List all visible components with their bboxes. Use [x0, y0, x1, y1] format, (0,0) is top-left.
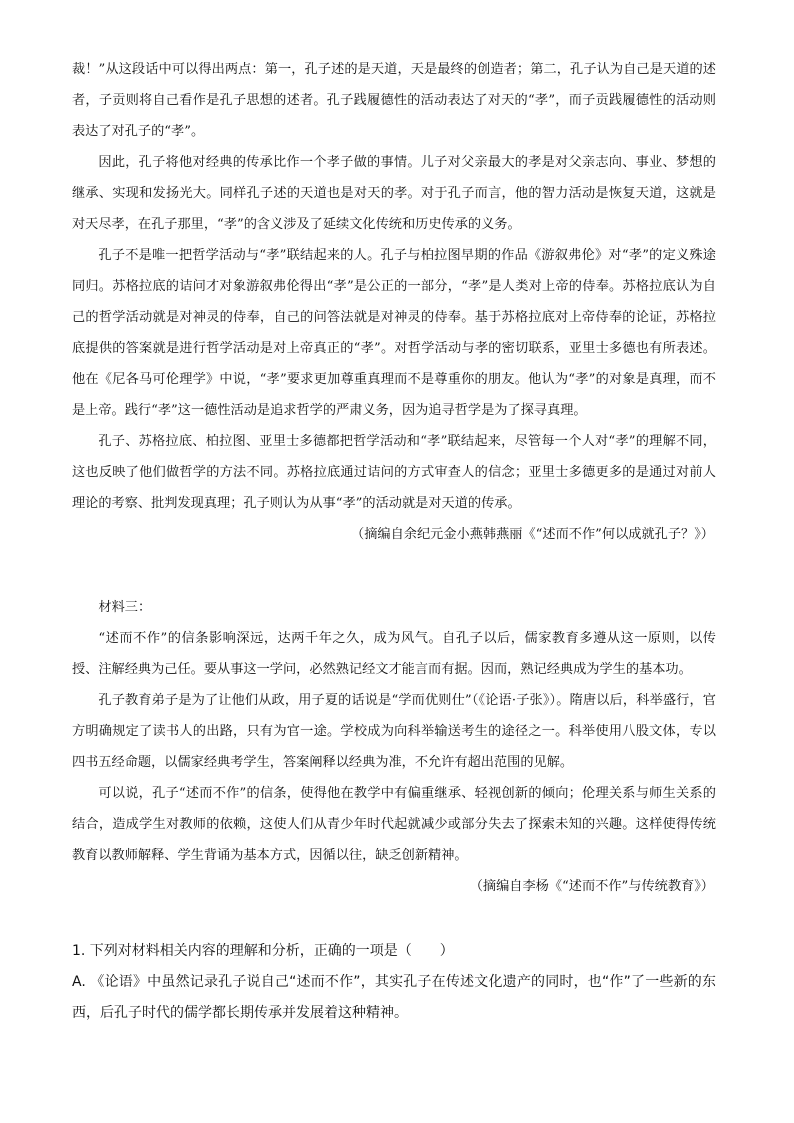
paragraph-socrates-aristotle: 孔子不是唯一把哲学活动与“孝”联结起来的人。孔子与柏拉图早期的作品《游叙弗伦》对“孝”的定义殊途同归。苏格拉底的诘问才对象游叙弗伦得出“孝”是公正的一部分，“孝”是人类对上帝的侍奉。苏格拉底认为自己的哲学活动就是对神灵的侍奉，自己的问答法就是对神灵的侍奉。基于苏格拉底对上帝侍奉的论证，苏格拉底提供的答案就是进行哲学活动是对上帝真正的“孝”。对哲学活动与孝的密切联系，亚里士多德也有所表述。他在《尼各马可伦理学》中说，“孝”要求更加尊重真理而不是尊重你的朋友。他认为“孝”的对象是真理，而不是上帝。践行“孝”这一德性活动是追求哲学的严肃义务，因为追寻哲学是为了探寻真理。	[72, 248, 716, 418]
paragraph-conclusion: 可以说，孔子“述而不作”的信条，使得他在教学中有偏重继承、轻视创新的倾向；伦理关系与师生关系的结合，造成学生对教师的依赖，这使人们从青少年时代起就减少或部分失去了探索未知的兴趣。这样使得传统教育以教师解释、学生背诵为基本方式，因循以往，缺乏创新精神。	[72, 786, 716, 863]
question-1-option-a[interactable]: A. 《论语》中虽然记录孔子说自己“述而不作”，其实孔子在传述文化遗产的同时，也“作”了一些新的东西，后孔子时代的儒学都长期传承并发展着这种精神。	[72, 974, 716, 1021]
source-citation-2: （摘编自李杨《“述而不作”与传统教育》）	[469, 879, 714, 894]
paragraph-confucius-heritage: 因此，孔子将他对经典的传承比作一个孝子做的事情。儿子对父亲最大的孝是对父亲志向、事业、梦想的继承、实现和发扬光大。同样孔子述的天道也是对天的孝。对于孔子而言，他的智力活动是恢复天道，这就是对天尽孝，在孔子那里，“孝”的含义涉及了延续文化传统和历史传承的义务。	[72, 155, 716, 232]
paragraph-comparison: 孔子、苏格拉底、柏拉图、亚里士多德都把哲学活动和“孝”联结起来，尽管每一个人对“孝”的理解不同，这也反映了他们做哲学的方法不同。苏格拉底通过诘问的方式审查人的信念；亚里士多德更多的是通过对前人理论的考察、批判发现真理；孔子则认为从事“孝”的活动就是对天道的传承。	[72, 434, 716, 511]
material-3-label: 材料三：	[98, 600, 152, 615]
text-block-material2	[72, 54, 716, 550]
source-citation-1: （摘编自余纪元金小燕韩燕丽《“述而不作”何以成就孔子？》）	[351, 527, 714, 542]
question-1-stem: 1. 下列对材料相关内容的理解和分析，正确的一项是（ ）	[72, 943, 454, 959]
paragraph-filial-duty-heaven: 裁！”从这段话中可以得出两点：第一，孔子述的是天道，天是最终的创造者；第二，孔子认为自己是天道的述者，子贡则将自己看作是孔子思想的述者。孔子践履德性的活动表达了对天的“孝”，而子贡践履德性的活动则表达了对孔子的“孝”。	[72, 62, 716, 139]
paragraph-influence: “述而不作”的信条影响深远，达两千年之久，成为风气。自孔子以后，儒家教育多遵从这一原则，以传授、注解经典为己任。要从事这一学问，必然熟记经文才能言而有据。因而，熟记经典成为学生的基本功。	[72, 631, 716, 677]
text-block-material3	[72, 592, 716, 902]
question-block	[72, 936, 716, 1029]
paragraph-imperial-exam: 孔子教育弟子是为了让他们从政，用子夏的话说是“学而优则仕”（《论语·子张》）。隋唐以后，科举盛行，官方明确规定了读书人的出路，只有为官一途。学校成为向科举输送考生的途径之一。科举使用八股文体，专以四书五经命题，以儒家经典考学生，答案阐释以经典为准，不允许有超出范围的见解。	[72, 693, 716, 770]
